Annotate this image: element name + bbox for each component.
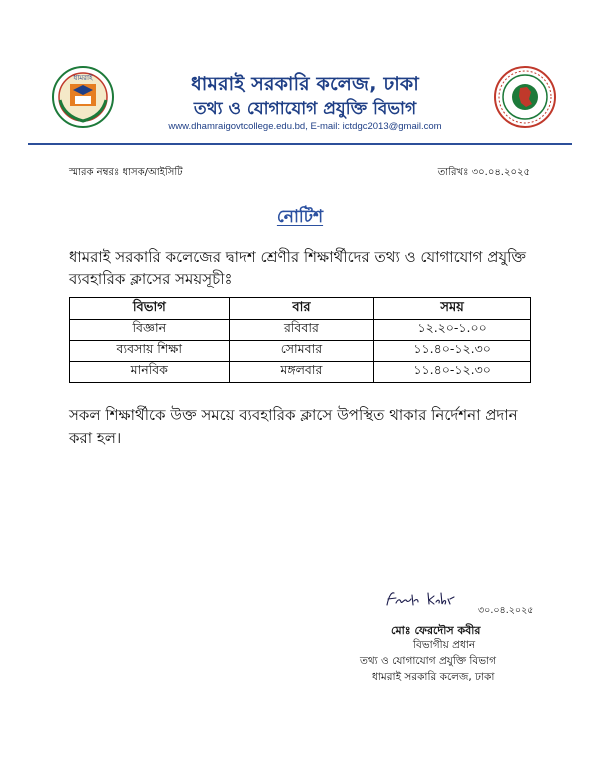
table-row [70,362,531,383]
header-divider [28,143,572,145]
memo-reference: স্মারক নম্বরঃ ধাসক/আইসিটি [69,167,183,178]
signatory-designation: বিভাগীয় প্রধান [413,639,476,651]
contact-info: www.dhamraigovtcollege.edu.bd, E-mail: ictdgc2013@gmail.com [168,121,442,132]
notice-intro: ধামরাই সরকারি কলেজের দ্বাদশ শ্রেণীর শিক্ষার্থীদের তথ্য ও যোগাযোগ প্রযুক্তি ব্যবহারিক ক্লাসের সময়সূচীঃ [69,248,526,288]
cell-time: ১১.৪০-১২.৩০ [374,341,531,362]
table-header-row [70,298,531,320]
memo-date: তারিখঃ ৩০.০৪.২০২৫ [437,167,530,178]
cell-day: মঙ্গলবার [229,362,374,383]
government-seal-icon [494,66,556,128]
column-header-department: বিভাগ [70,298,230,320]
signatory-department: তথ্য ও যোগাযোগ প্রযুক্তি বিভাগ [360,655,496,667]
cell-time: ১২.২০-১.০০ [374,320,531,341]
cell-time: ১১.৪০-১২.৩০ [374,362,531,383]
column-header-day: বার [229,298,374,320]
signatory-name: মোঃ ফেরদৌস কবীর [391,624,481,637]
signature-date: ৩০.০৪.২০২৫ [478,605,534,616]
notice-title: নোটিশ [276,207,324,227]
svg-text:ধামরাই: ধামরাই [73,74,93,82]
cell-department: বিজ্ঞান [70,320,230,341]
handwritten-signature [384,587,464,611]
column-header-time: সময় [374,298,531,320]
department-name: তথ্য ও যোগাযোগ প্রযুক্তি বিভাগ [193,99,417,119]
college-name: ধামরাই সরকারি কলেজ, ঢাকা [191,73,419,95]
college-logo-icon [52,66,114,128]
cell-day: রবিবার [229,320,374,341]
cell-department: ব্যবসায় শিক্ষা [70,341,230,362]
notice-closing: সকল শিক্ষার্থীকে উক্ত সময়ে ব্যবহারিক ক্লাসে উপস্থিত থাকার নির্দেশনা প্রদান করা হল। [69,406,518,447]
schedule-table [69,297,531,383]
table-row [70,320,531,341]
signatory-institution: ধামরাই সরকারি কলেজ, ঢাকা [372,671,495,683]
cell-department: মানবিক [70,362,230,383]
table-row [70,341,531,362]
cell-day: সোমবার [229,341,374,362]
